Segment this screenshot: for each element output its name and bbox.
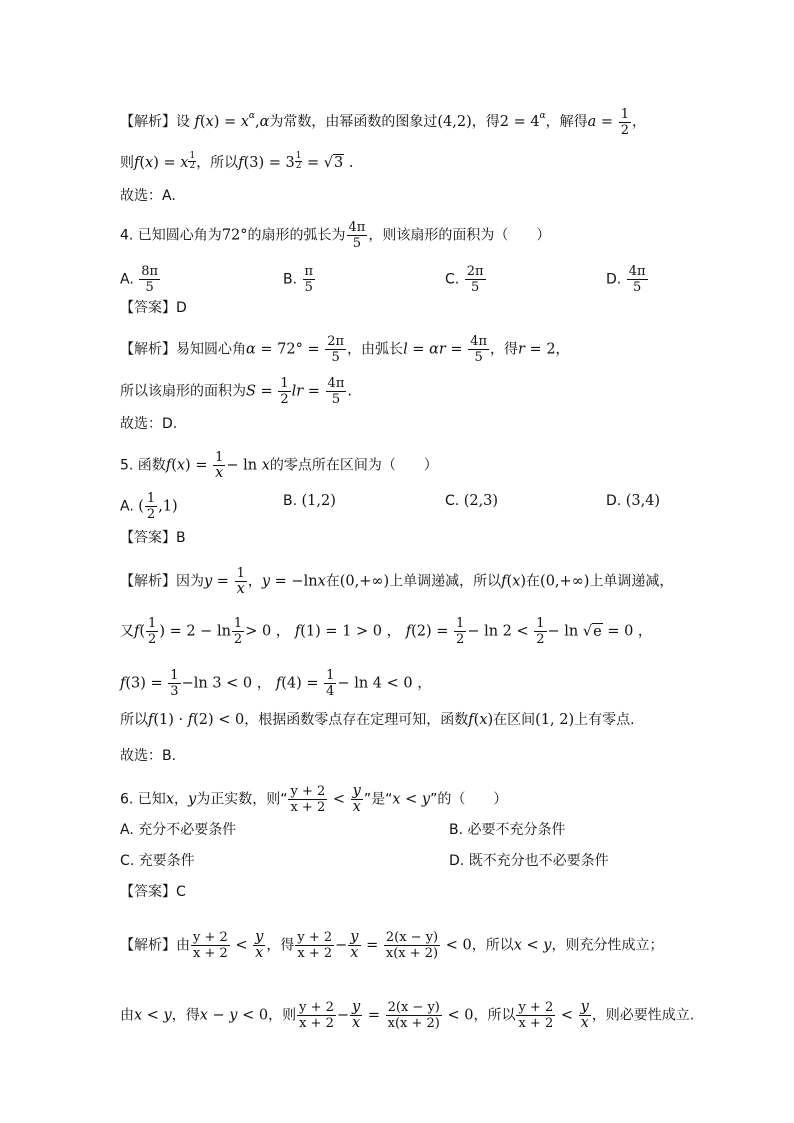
- q4-option-b[interactable]: B. $\frac{\pi}{5}$: [283, 264, 314, 295]
- q5-option-d[interactable]: D. (3,4): [606, 493, 661, 509]
- q4-option-a[interactable]: A. $\frac{8\pi}{5}$: [120, 264, 159, 295]
- q6-answer: 【答案】C: [120, 884, 186, 900]
- q6-analysis-line2: 由x < y，得x − y < 0，则 $\frac{y + 2}{x + 2}$ − $\frac{y}{x}$ = $\frac{2(x - y)}{x(x + 2)}$ < 0，所以 $\frac{y + 2}{x + 2}$ < $\frac{y}{x}$ ，则必要性成立.: [120, 999, 695, 1031]
- analysis-label: 【解析】: [120, 114, 176, 130]
- q4-option-d[interactable]: D. $\frac{4\pi}{5}$: [606, 264, 646, 295]
- q5-analysis-line2: 又f( $\frac{1}{2}$ ) = 2 − ln $\frac{1}{2}$ > 0 ， f(1) = 1 > 0 ， f(2) = $\frac{1}{2}$ − ln 2 < $\frac{1}{2}$ − ln √e = 0 ，: [120, 616, 653, 647]
- q5-option-b[interactable]: B. (1,2): [283, 493, 336, 509]
- q5-analysis-line3: f(3) = $\frac{1}{3}$ −ln 3 < 0 ， f(4) = $\frac{1}{4}$ − ln 4 < 0 ，: [120, 668, 432, 699]
- q5-option-a[interactable]: A. ( $\frac{1}{2}$ ,1): [120, 491, 178, 522]
- q4-answer: 【答案】D: [120, 300, 187, 316]
- q6-option-c[interactable]: C. 充要条件: [120, 853, 195, 869]
- q3-analysis-line2: 则f(x) = x $\frac{1}{2}$ ，所以f(3) = 3 $\frac{1}{2}$ = √3 .: [120, 151, 354, 171]
- q3-choice: 故选：A.: [120, 188, 176, 204]
- q4-choice: 故选：D.: [120, 416, 178, 432]
- q5-stem: 5. 函数f(x) = $\frac{1}{x}$ − ln x的零点所在区间为（ ）: [120, 450, 438, 481]
- q4-option-c[interactable]: C. $\frac{2\pi}{5}$: [445, 264, 484, 295]
- q5-analysis-line4: 所以f(1) · f(2) < 0，根据函数零点存在定理可知，函数f(x)在区间(1, 2)上有零点.: [120, 712, 635, 728]
- q5-answer: 【答案】B: [120, 530, 186, 546]
- q4-stem: 4. 已知圆心角为72°的扇形的弧长为 $\frac{4\pi}{5}$ ，则该扇形的面积为（ ）: [120, 220, 551, 251]
- q5-choice: 故选：B.: [120, 748, 177, 764]
- q5-option-c[interactable]: C. (2,3): [445, 493, 499, 509]
- q6-option-b[interactable]: B. 必要不充分条件: [449, 822, 566, 838]
- q6-option-d[interactable]: D. 既不充分也不必要条件: [449, 853, 609, 869]
- q6-option-a[interactable]: A. 充分不必要条件: [120, 822, 237, 838]
- q6-stem: 6. 已知x，y为正实数，则“ $\frac{y + 2}{x + 2}$ < $\frac{y}{x}$ ”是“x < y”的（ ）: [120, 783, 508, 815]
- q3-analysis-line1: 【解析】设 $f(x) = x^\alpha,\alpha$为常数，由幂函数的图象过(4,2)，得$2 = 4^\alpha$，解得a = $\frac{1}{2}$ ，: [120, 106, 646, 138]
- q4-analysis-line2: 所以该扇形的面积为S = $\frac{1}{2}$ lr = $\frac{4\pi}{5}$ .: [120, 376, 352, 407]
- q6-analysis-line1: 【解析】由 $\frac{y + 2}{x + 2}$ < $\frac{y}{x}$ ，得 $\frac{y + 2}{x + 2}$ − $\frac{y}{x}$ = $\frac{2(x - y)}{x(x + 2)}$ < 0，所以x < y，则充分性成立；: [120, 929, 664, 961]
- q5-analysis-line1: 【解析】因为y = $\frac{1}{x}$ ，y = −lnx在(0,+∞)上单调递减，所以f(x)在(0,+∞)上单调递减，: [120, 566, 674, 597]
- q4-analysis-line1: 【解析】易知圆心角α = 72° = $\frac{2\pi}{5}$ ，由弧长l = αr = $\frac{4\pi}{5}$ ，得r = 2，: [120, 334, 570, 365]
